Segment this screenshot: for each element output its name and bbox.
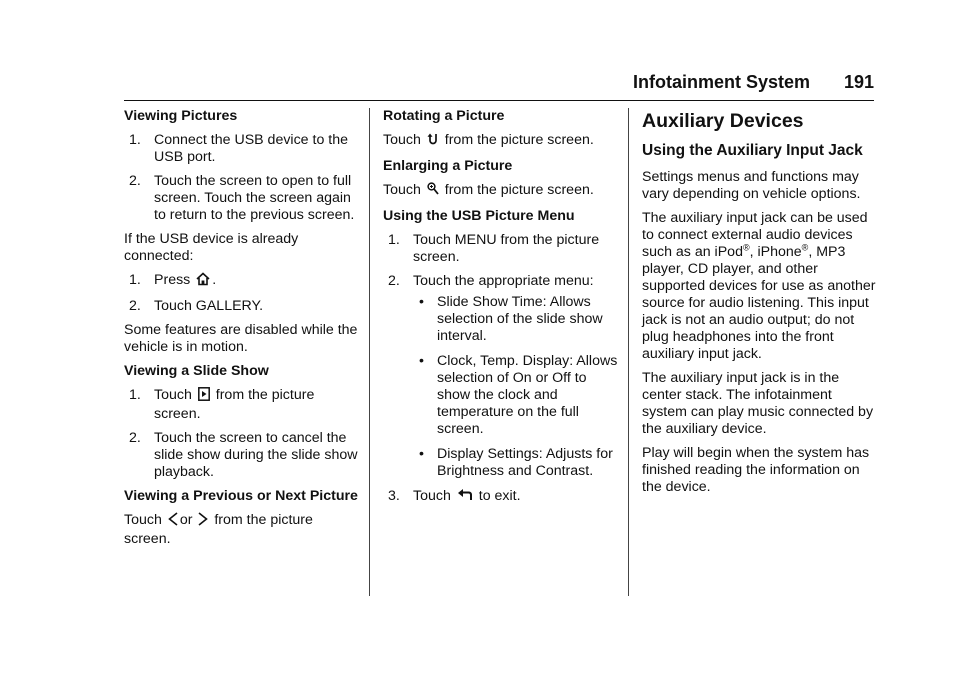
list-item	[383, 232, 618, 266]
heading-viewing-pictures: Viewing Pictures	[124, 108, 238, 124]
text-before: Touch	[124, 512, 162, 528]
step-number: 1.	[129, 387, 141, 403]
list-item	[413, 294, 618, 345]
bullet-text: Display Settings: Adjusts for Brightness and Contrast.	[437, 446, 613, 479]
text: The auxiliary input jack can be used to connect external audio devices such as an iPod	[642, 210, 868, 260]
step-text: Touch the appropriate menu:	[413, 273, 594, 289]
list-item	[124, 132, 359, 166]
bullet: •	[419, 446, 424, 462]
bullet-text: Slide Show Time: Allows selection of the slide show interval.	[437, 294, 603, 344]
paragraph-already-connected: If the USB device is already connected:	[124, 231, 299, 264]
subsection-heading: Using the Auxiliary Input Jack	[642, 142, 863, 159]
zoom-in-icon	[427, 182, 439, 201]
text-before: Touch	[383, 182, 421, 198]
step-text-before: Press	[154, 272, 191, 288]
step-text-before: Touch	[413, 488, 451, 504]
page-header	[124, 72, 874, 101]
step-number: 3.	[388, 488, 400, 504]
steps-already-connected	[124, 272, 359, 315]
page-number: 191	[843, 72, 874, 92]
list-item	[124, 430, 359, 481]
column-3	[642, 108, 877, 503]
chevron-right-icon	[198, 512, 208, 531]
heading-enlarging: Enlarging a Picture	[383, 158, 513, 174]
step-number: 1.	[388, 232, 400, 248]
paragraph: Settings menus and functions may vary depending on vehicle options.	[642, 169, 861, 202]
heading-rotating: Rotating a Picture	[383, 108, 505, 124]
registered-mark: ®	[801, 242, 809, 253]
list-item	[124, 173, 359, 224]
step-text-after: from the picture screen.	[154, 387, 315, 422]
heading-usb-menu: Using the USB Picture Menu	[383, 208, 575, 224]
paragraph-prev-next	[124, 512, 359, 548]
step-text-after: .	[212, 272, 217, 288]
list-item	[383, 488, 618, 507]
step-number: 2.	[388, 273, 400, 289]
step-text: Touch the screen to cancel the slide show during the slide show playback.	[154, 430, 358, 480]
step-number: 1.	[129, 272, 141, 288]
text-or: or	[179, 512, 193, 528]
steps-viewing-pictures	[124, 132, 359, 224]
list-item	[124, 272, 359, 291]
section-heading: Auxiliary Devices	[642, 110, 804, 132]
list-item	[124, 387, 359, 423]
step-text: Touch GALLERY.	[154, 298, 264, 314]
back-icon	[457, 488, 473, 507]
text-after: from the picture screen.	[444, 132, 594, 148]
bullet-list	[413, 294, 618, 480]
slideshow-play-icon	[198, 387, 210, 406]
text: , iPhone	[749, 244, 802, 260]
step-text: Touch the screen to open to full screen. Touch the screen again to return to the previous screen.	[154, 173, 355, 223]
heading-prev-next: Viewing a Previous or Next Picture	[124, 488, 358, 504]
paragraph: The auxiliary input jack is in the center stack. The infotainment system can play music connected by the auxiliary device.	[642, 370, 874, 437]
section-title: Infotainment System	[632, 72, 810, 92]
home-icon	[196, 272, 210, 291]
paragraph-enlarging	[383, 182, 618, 201]
step-text: Connect the USB device to the USB port.	[154, 132, 349, 165]
paragraph-disabled-note: Some features are disabled while the vehicle is in motion.	[124, 322, 358, 355]
text-before: Touch	[383, 132, 421, 148]
column-1	[124, 108, 359, 555]
paragraph: Play will begin when the system has finished reading the information on the device.	[642, 445, 870, 495]
heading-slide-show: Viewing a Slide Show	[124, 363, 269, 379]
list-item	[383, 273, 618, 480]
bullet: •	[419, 353, 424, 369]
steps-slide-show	[124, 387, 359, 481]
column-divider	[628, 108, 629, 596]
step-text: Touch MENU from the picture screen.	[413, 232, 600, 265]
list-item	[124, 298, 359, 315]
list-item	[413, 446, 618, 480]
list-item	[413, 353, 618, 438]
bullet-text: Clock, Temp. Display: Allows selection of On or Off to show the clock and temperature on the full screen.	[437, 353, 618, 437]
step-number: 2.	[129, 430, 141, 446]
registered-mark: ®	[742, 242, 750, 253]
step-text-before: Touch	[154, 387, 192, 403]
chevron-left-icon	[168, 512, 178, 531]
column-divider	[369, 108, 370, 596]
step-number: 2.	[129, 173, 141, 189]
step-number: 1.	[129, 132, 141, 148]
paragraph-rotating	[383, 132, 618, 151]
step-number: 2.	[129, 298, 141, 314]
step-text-after: to exit.	[478, 488, 521, 504]
steps-usb-menu	[383, 232, 618, 507]
rotate-icon	[427, 132, 439, 151]
column-2	[383, 108, 618, 514]
text-after: from the picture screen.	[444, 182, 594, 198]
text-after: from the picture screen.	[124, 512, 313, 547]
paragraph	[642, 210, 877, 363]
bullet: •	[419, 294, 424, 310]
text: , MP3 player, CD player, and other supported devices for use as another source for audio listening. This input jack is not an audio output; do not plug headphones into the front auxiliary input jack.	[642, 244, 876, 362]
